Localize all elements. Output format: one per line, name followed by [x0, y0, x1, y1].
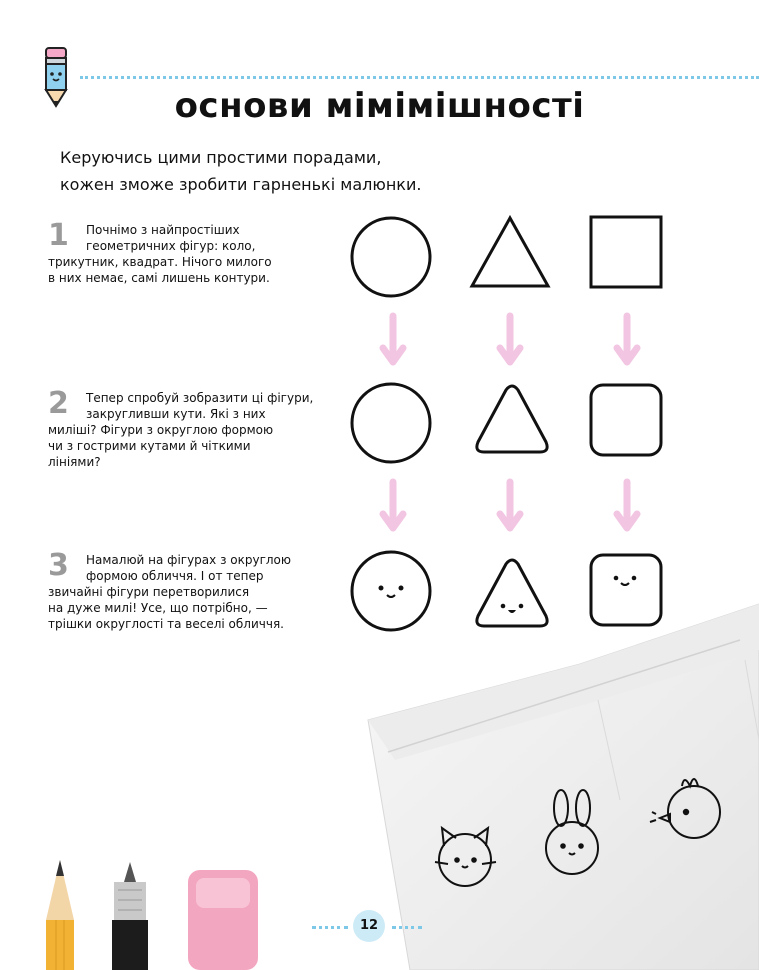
step-number: 2: [48, 386, 69, 421]
step-line: лініями?: [48, 455, 101, 469]
step-line: трикутник, квадрат. Нічого милого: [48, 255, 272, 269]
stationery-photo: [0, 850, 290, 970]
step-line: в них немає, самі лишень контури.: [48, 271, 270, 285]
step-line: формою обличчя. І от тепер: [86, 569, 264, 583]
footer-dotted-line-left: [312, 926, 348, 929]
step-number: 3: [48, 548, 69, 583]
step-line: звичайні фігури перетворилися: [48, 585, 250, 599]
step-line: Почнімо з найпростіших: [86, 223, 240, 237]
step-line: миліші? Фігури з округлою формою: [48, 423, 274, 437]
page-number: 12: [353, 910, 385, 942]
step-line: Намалюй на фігурах з округлою: [86, 553, 291, 567]
page-title: основи мімімішності: [174, 86, 585, 126]
step-line: трішки округлості та веселі обличчя.: [48, 617, 284, 631]
step-line: закругливши кути. Які з них: [86, 407, 266, 421]
step-number: 1: [48, 218, 69, 253]
step-line: геометричних фігур: коло,: [86, 239, 256, 253]
intro-line: Керуючись цими простими порадами,: [60, 148, 382, 167]
intro-line: кожен зможе зробити гарненькі малюнки.: [60, 175, 422, 194]
footer-dotted-line-right: [392, 926, 422, 929]
step-line: Тепер спробуй зобразити ці фігури,: [86, 391, 314, 405]
step-line: чи з гострими кутами й чіткими: [48, 439, 251, 453]
step-line: на дуже милі! Усе, що потрібно, —: [48, 601, 268, 615]
